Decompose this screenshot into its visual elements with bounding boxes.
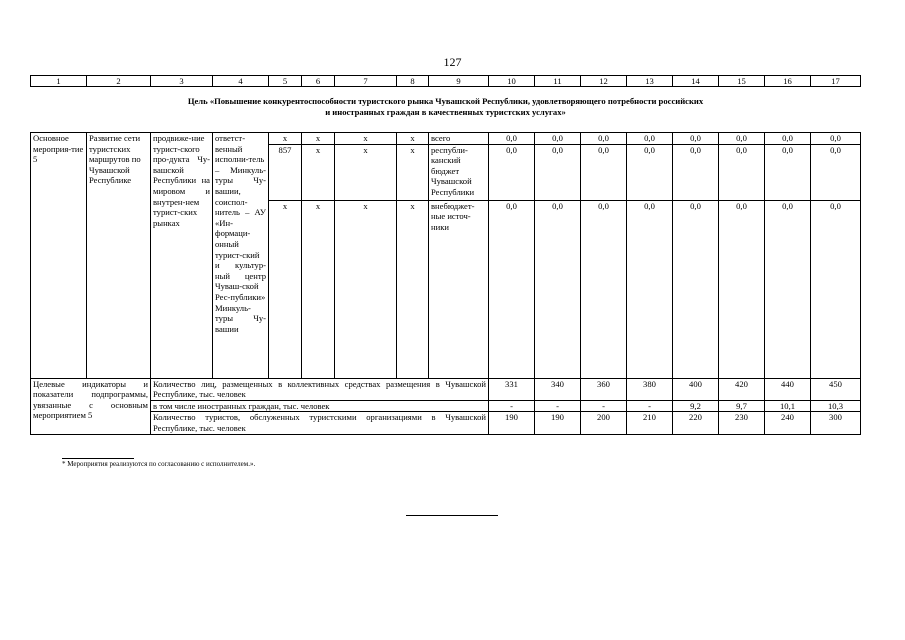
value-cell: 0,0	[489, 133, 535, 145]
value-cell: 0,0	[535, 200, 581, 378]
indicator-value: -	[489, 400, 535, 412]
col-header: 4	[213, 76, 269, 87]
value-cell: 0,0	[811, 200, 861, 378]
indicator-value: -	[627, 400, 673, 412]
indicator-name: Количество лиц, размещенных в коллективных средствах размещения в Чувашской Республике, тыс. человек	[151, 378, 489, 400]
col-header: 13	[627, 76, 673, 87]
goal-title	[31, 87, 861, 133]
code-expense: x	[397, 200, 429, 378]
value-cell: 0,0	[673, 133, 719, 145]
code-target: x	[335, 200, 397, 378]
goal-row	[31, 87, 861, 133]
value-cell: 0,0	[627, 200, 673, 378]
code-section: x	[302, 200, 335, 378]
footnote-separator	[62, 458, 134, 459]
value-cell: 0,0	[581, 144, 627, 200]
value-cell: 0,0	[627, 133, 673, 145]
event-description: продвиже-ние турист-ского про-дукта Чу-вашской Республики на мировом и внутрен-нем турист-ских рынках	[151, 133, 213, 379]
indicator-value: -	[581, 400, 627, 412]
col-header: 1	[31, 76, 87, 87]
event-name: Развитие сети туристских маршрутов по Чувашской Республике	[87, 133, 151, 379]
value-cell: 0,0	[673, 200, 719, 378]
indicator-row	[31, 378, 861, 400]
col-header: 9	[429, 76, 489, 87]
end-separator	[406, 515, 498, 516]
value-cell: 0,0	[811, 133, 861, 145]
col-header: 3	[151, 76, 213, 87]
value-cell: 0,0	[627, 144, 673, 200]
code-expense: x	[397, 133, 429, 145]
col-header: 7	[335, 76, 397, 87]
funding-source: всего	[429, 133, 489, 145]
indicator-value: 450	[811, 378, 861, 400]
indicator-value: 420	[719, 378, 765, 400]
col-header: 2	[87, 76, 151, 87]
indicator-value: 10,1	[765, 400, 811, 412]
indicator-value: -	[535, 400, 581, 412]
program-table	[30, 75, 861, 435]
value-cell: 0,0	[811, 144, 861, 200]
value-cell: 0,0	[719, 133, 765, 145]
indicator-value: 300	[811, 412, 861, 434]
indicator-value: 380	[627, 378, 673, 400]
indicator-value: 220	[673, 412, 719, 434]
event-row-total	[31, 133, 861, 145]
indicators-label: Целевые индикаторы и показатели подпрограммы, увязанные с основным мероприятием 5	[31, 378, 151, 434]
value-cell: 0,0	[581, 133, 627, 145]
value-cell: 0,0	[765, 133, 811, 145]
indicator-value: 360	[581, 378, 627, 400]
indicator-name: Количество туристов, обслуженных туристскими организациями в Чувашской Республике, тыс. человек	[151, 412, 489, 434]
indicator-row	[31, 400, 861, 412]
indicator-value: 9,7	[719, 400, 765, 412]
value-cell: 0,0	[535, 144, 581, 200]
value-cell: 0,0	[489, 200, 535, 378]
indicator-value: 331	[489, 378, 535, 400]
indicator-value: 240	[765, 412, 811, 434]
indicator-value: 9,2	[673, 400, 719, 412]
value-cell: 0,0	[489, 144, 535, 200]
footnote: * Мероприятия реализуются по согласованию с исполнителем.».	[62, 460, 256, 468]
indicator-value: 340	[535, 378, 581, 400]
indicator-name: в том числе иностранных граждан, тыс. человек	[151, 400, 489, 412]
indicator-value: 10,3	[811, 400, 861, 412]
value-cell: 0,0	[765, 200, 811, 378]
value-cell: 0,0	[719, 144, 765, 200]
col-header: 10	[489, 76, 535, 87]
code-target: x	[335, 133, 397, 145]
value-cell: 0,0	[535, 133, 581, 145]
code-target: x	[335, 144, 397, 200]
code-grbs: x	[269, 133, 302, 145]
value-cell: 0,0	[581, 200, 627, 378]
col-header: 16	[765, 76, 811, 87]
code-section: x	[302, 133, 335, 145]
indicator-value: 400	[673, 378, 719, 400]
indicator-value: 230	[719, 412, 765, 434]
indicator-value: 200	[581, 412, 627, 434]
code-section: x	[302, 144, 335, 200]
funding-source: республи-канский бюджет Чувашской Республики	[429, 144, 489, 200]
col-header: 12	[581, 76, 627, 87]
col-header: 15	[719, 76, 765, 87]
goal-line-2: и иностранных граждан в качественных туристских услугах»	[325, 106, 566, 117]
event-executor: ответст-венный исполни-тель – Минкуль-туры Чу-вашии, соиспол-нитель – АУ «Ин-формаци-онный турист-ский и культур-ный центр Чуваш-ской Рес-публики» Минкуль-туры Чу-вашии	[213, 133, 269, 379]
code-grbs: x	[269, 200, 302, 378]
funding-source: внебюджет-ные источ-ники	[429, 200, 489, 378]
indicator-row	[31, 412, 861, 434]
col-header: 11	[535, 76, 581, 87]
value-cell: 0,0	[765, 144, 811, 200]
col-header: 14	[673, 76, 719, 87]
indicator-value: 190	[489, 412, 535, 434]
col-header: 17	[811, 76, 861, 87]
col-header: 5	[269, 76, 302, 87]
code-expense: x	[397, 144, 429, 200]
code-grbs: 857	[269, 144, 302, 200]
goal-line-1: Цель «Повышение конкурентоспособности туристского рынка Чувашской Республики, удовлетворяющего потребности российских	[187, 96, 704, 106]
col-header: 6	[302, 76, 335, 87]
value-cell: 0,0	[673, 144, 719, 200]
column-number-row	[31, 76, 861, 87]
indicator-value: 210	[627, 412, 673, 434]
value-cell: 0,0	[719, 200, 765, 378]
col-header: 8	[397, 76, 429, 87]
page-number: 127	[443, 55, 462, 69]
event-type: Основное мероприя-тие 5	[31, 133, 87, 379]
indicator-value: 190	[535, 412, 581, 434]
indicator-value: 440	[765, 378, 811, 400]
